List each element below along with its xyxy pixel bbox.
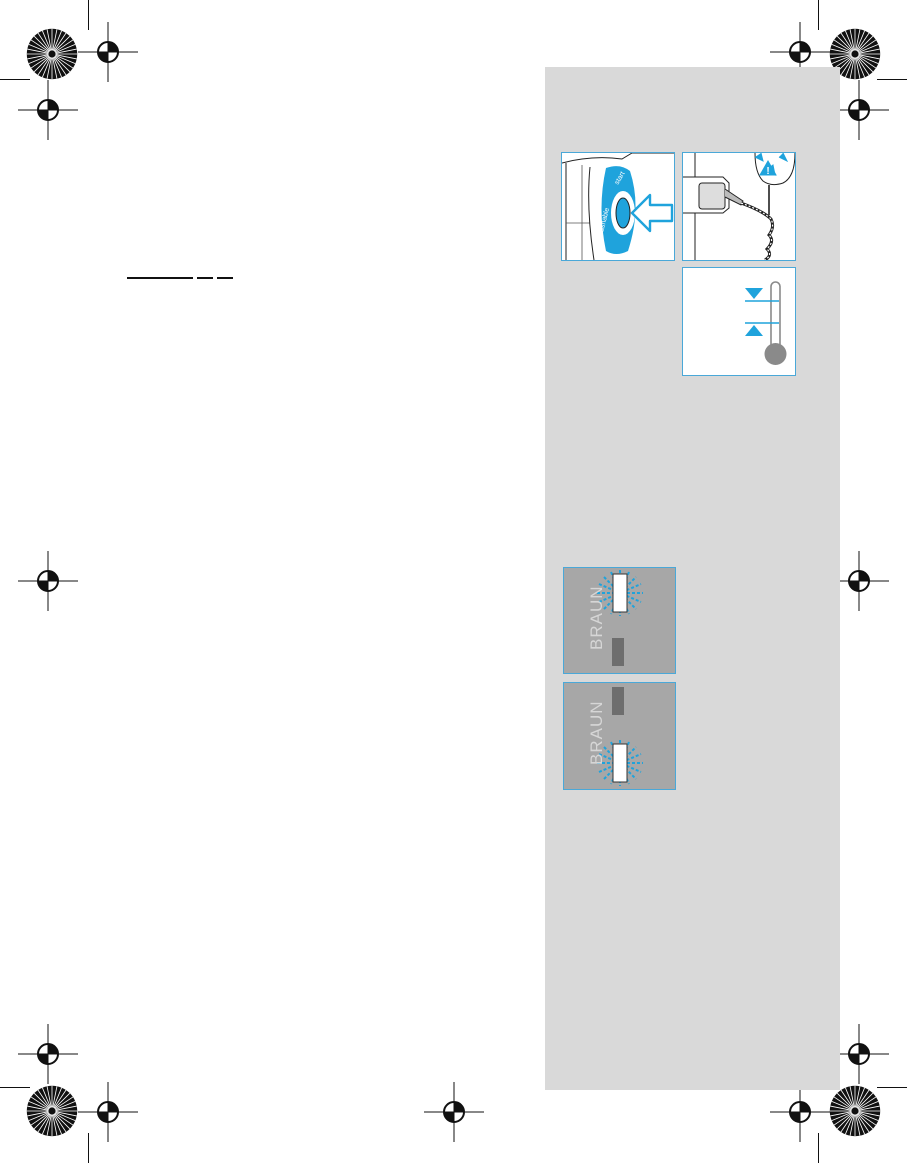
temperature-range-figure [682,267,796,376]
trim-line [818,0,819,30]
brand-logo-text: BRAUN [587,700,606,765]
trim-line [88,1133,89,1163]
shaver-start-button-figure [561,152,675,261]
power-plug-figure [682,152,796,261]
header-rule [127,277,234,280]
trim-line [0,1087,30,1088]
trim-line [818,1133,819,1163]
indicator-bottom-light-figure [563,682,676,790]
crosshair-target-icon [18,1024,78,1084]
crosshair-target-icon [770,1082,830,1142]
crosshair-target-icon [78,22,138,82]
trim-line [877,79,907,80]
trim-line [0,79,30,80]
crosshair-target-icon [18,80,78,140]
trim-line [877,1087,907,1088]
indicator-light-icon [564,683,675,789]
registration-mark-icon [25,27,79,81]
crosshair-target-icon [424,1082,484,1142]
crosshair-target-icon [78,1082,138,1142]
washable-label: washable [597,207,612,238]
trim-line [88,0,89,30]
indicator-light-icon [564,568,675,673]
brand-logo-text: BRAUN [587,585,606,650]
indicator-top-light-figure [563,567,676,674]
crosshair-target-icon [18,551,78,611]
registration-mark-icon [25,1084,79,1138]
start-label: start [613,170,627,186]
registration-mark-icon [828,1084,882,1138]
thermometer-icon [683,268,795,375]
plug-warning-symbol: ! [766,166,770,177]
